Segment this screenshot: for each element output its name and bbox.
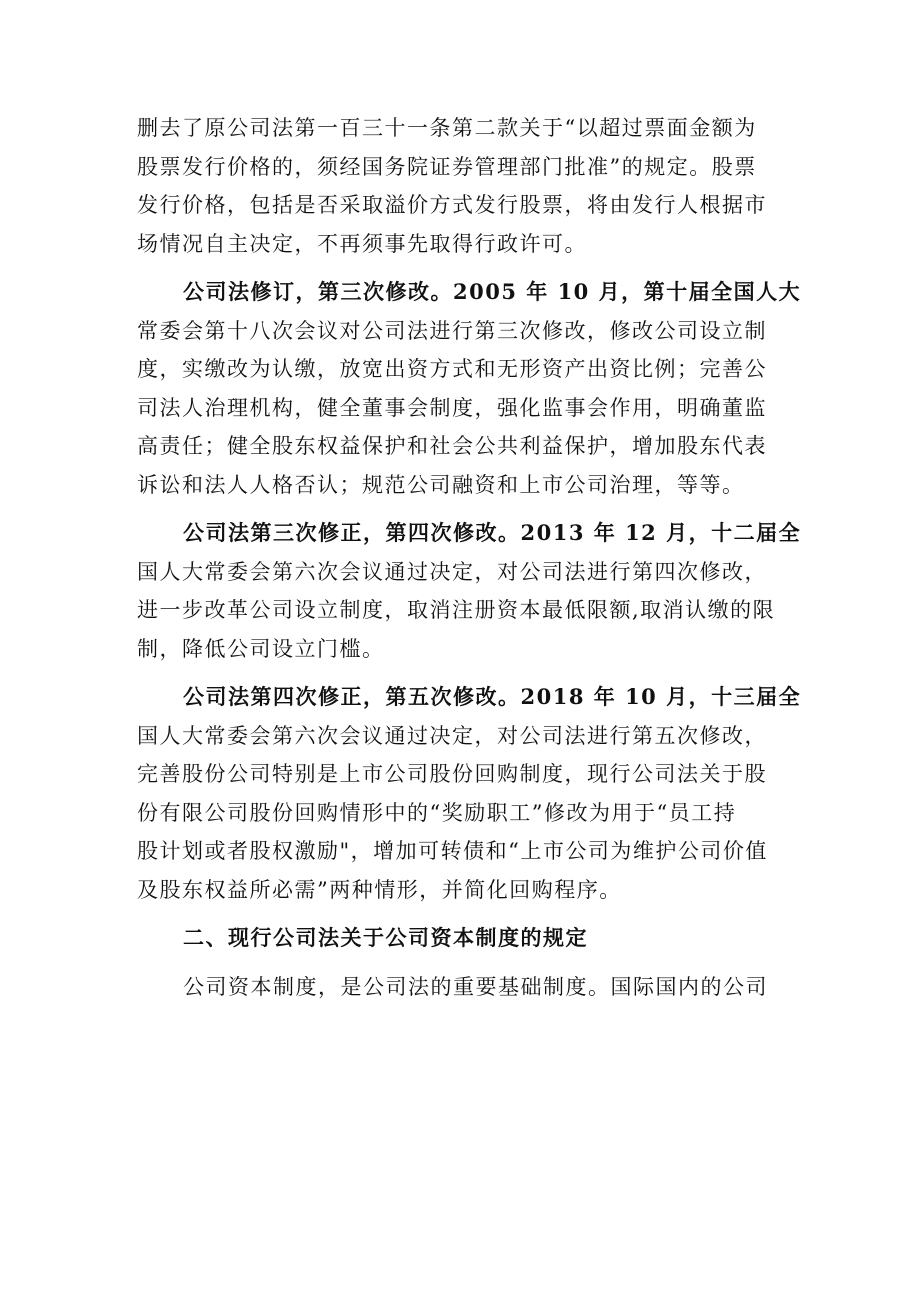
paragraph-lead-date: 2018 年 10 月，十三届全 bbox=[520, 684, 802, 709]
paragraph-4 bbox=[137, 678, 802, 909]
text-line: 股计划或者股权激励"，增加可转债和“上市公司为维护公司价值 bbox=[137, 839, 768, 863]
text-line: 及股东权益所必需”两种情形，并简化回购程序。 bbox=[137, 877, 622, 902]
paragraph-lead: 公司法修订，第三次修改。 bbox=[183, 279, 453, 304]
text-line: 高责任；健全股东权益保护和社会公共利益保护，增加股东代表 bbox=[137, 434, 767, 458]
text-line bbox=[137, 273, 802, 312]
text-line: 份有限公司股份回购情形中的“奖励职工”修改为用于“员工持 bbox=[137, 800, 737, 825]
text-line: 国人大常委会第六次会议通过决定，对公司法进行第五次修改， bbox=[137, 723, 767, 748]
paragraph-lead-date: 2013 年 12 月，十二届全 bbox=[520, 520, 802, 545]
paragraph-lead: 公司法第四次修正，第五次修改。 bbox=[183, 684, 521, 709]
text-line bbox=[137, 678, 802, 717]
paragraph-3 bbox=[137, 514, 802, 668]
text-line: 国人大常委会第六次会议通过决定，对公司法进行第四次修改， bbox=[137, 559, 767, 584]
paragraph-lead: 公司法第三次修正，第四次修改。 bbox=[183, 520, 521, 545]
paragraph-1 bbox=[137, 109, 793, 263]
text-line: 诉讼和法人人格否认；规范公司融资和上市公司治理，等等。 bbox=[137, 472, 745, 497]
text-line: 常委会第十八次会议对公司法进行第三次修改，修改公司设立制 bbox=[137, 318, 767, 343]
paragraph-lead-date: 2005 年 10 月，第十届全国人大 bbox=[453, 279, 802, 304]
text-line: 发行价格，包括是否采取溢价方式发行股票，将由发行人根据市 bbox=[137, 193, 767, 217]
paragraph-2 bbox=[137, 273, 802, 504]
section-heading bbox=[137, 919, 793, 958]
text-line: 完善股份公司特别是上市公司股份回购制度，现行公司法关于股 bbox=[137, 762, 767, 786]
text-line: 度，实缴改为认缴，放宽出资方式和无形资产出资比例；完善公 bbox=[137, 357, 767, 381]
text-line: 股票发行价格的，须经国务院证券管理部门批准”的规定。股票 bbox=[137, 154, 757, 179]
text-line: 进一步改革公司设立制度，取消注册资本最低限额,取消认缴的限 bbox=[137, 598, 776, 622]
section-heading-text: 二、现行公司法关于公司资本制度的规定 bbox=[183, 926, 588, 950]
text-line: 公司资本制度，是公司法的重要基础制度。国际国内的公司 bbox=[183, 974, 768, 999]
paragraph-5 bbox=[137, 968, 793, 1007]
text-line: 场情况自主决定，不再须事先取得行政许可。 bbox=[137, 231, 587, 256]
text-line: 制，降低公司设立门槛。 bbox=[137, 636, 385, 661]
text-line: 司法人治理机构，健全董事会制度，强化监事会作用，明确董监 bbox=[137, 395, 767, 420]
text-line bbox=[137, 514, 802, 553]
text-line: 删去了原公司法第一百三十一条第二款关于“以超过票面金额为 bbox=[137, 116, 757, 140]
document-page bbox=[137, 109, 802, 1006]
